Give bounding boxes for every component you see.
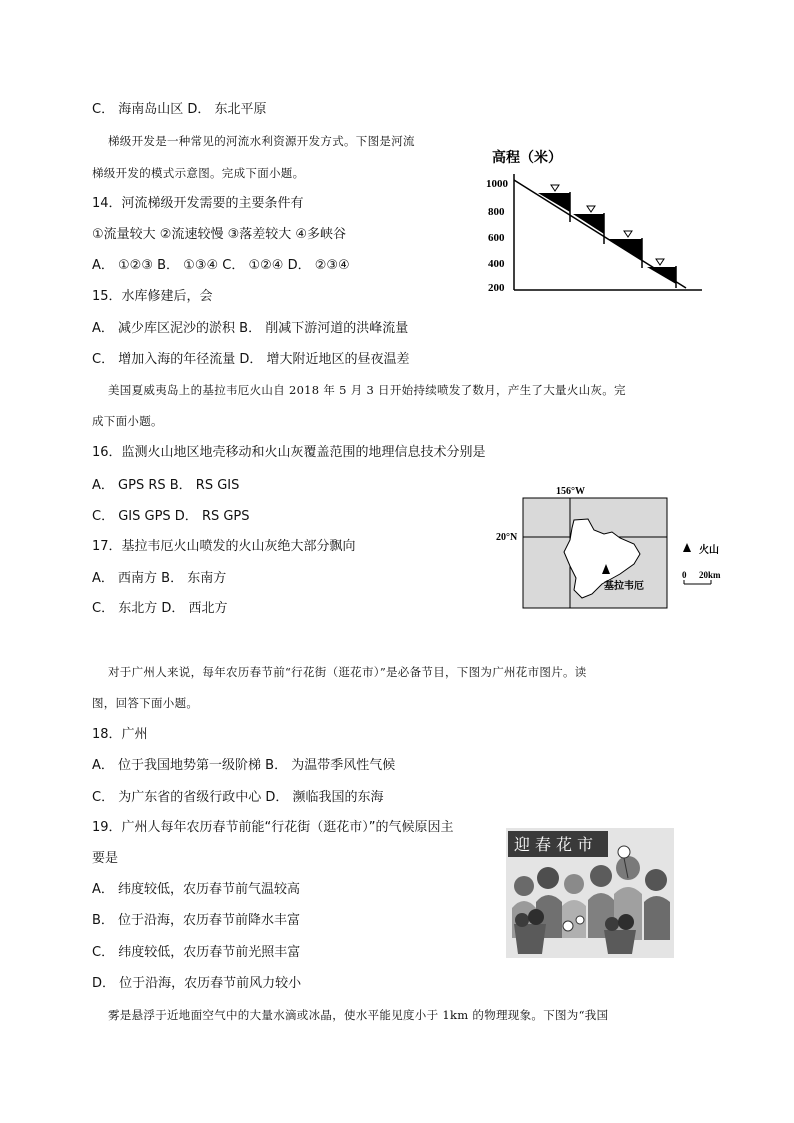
q15-options-ab: A． 减少库区泥沙的淤积 B． 削减下游河道的洪峰流量 [92,321,409,336]
flower-pot [604,930,636,954]
stem-guangzhou-intro-cont: 图，回答下面小题。 [92,696,199,710]
reservoir-1 [538,193,570,212]
person-head [514,876,534,896]
person-head [537,867,559,889]
q17-stem: 17．基拉韦厄火山喷发的火山灰绝大部分飘向 [92,539,356,554]
q19-stem: 19．广州人每年农历春节前能“行花街（逛花市）”的气候原因主 [92,820,454,835]
hawaii-island-map [494,482,734,612]
flower-bush [515,913,529,927]
q18-options-cd: C． 为广东省的省级行政中心 D． 濒临我国的东海 [92,790,384,805]
elevation-axis-title: 高程（米） [492,151,562,166]
water-level-marker-3 [624,231,632,237]
q14-options: A． ①②③ B． ①③④ C． ①②④ D． ②③④ [92,258,350,273]
scale-zero: 0 [682,570,687,580]
stem-guangzhou-intro: 对于广州人来说，每年农历春节前“行花街（逛花市）”是必备节目，下图为广州花市图片。读 [108,665,587,679]
person-head [645,869,667,891]
person-head [590,865,612,887]
stem-cascade-intro: 梯级开发是一种常见的河流水利资源开发方式。下图是河流 [108,134,415,148]
water-level-marker-4 [656,259,664,265]
tick-400: 400 [488,258,505,270]
tick-200: 200 [488,282,505,294]
water-level-marker-1 [551,185,559,191]
q18-options-ab: A． 位于我国地势第一级阶梯 B． 为温带季风性气候 [92,758,396,773]
tick-1000: 1000 [486,178,508,190]
flower-bush [528,909,544,925]
q19-stem-cont: 要是 [92,851,119,866]
reservoir-2 [573,214,604,234]
reservoir-4 [647,267,676,284]
flower-bush [618,914,634,930]
stem-hawaii-intro-cont: 成下面小题。 [92,414,163,428]
q19-option-c: C． 纬度较低，农历春节前光照丰富 [92,945,301,960]
q19-option-a: A． 纬度较低，农历春节前气温较高 [92,882,301,897]
flower-market-illustration [506,828,674,958]
volcano-name-label: 基拉韦厄 [604,581,644,592]
banner-text: 迎春花市 [514,837,599,854]
q16-options-cd: C． GIS GPS D． RS GPS [92,509,250,524]
q19-option-b: B． 位于沿海，农历春节前降水丰富 [92,913,301,928]
stem-cascade-intro-cont: 梯级开发的模式示意图。完成下面小题。 [92,166,305,180]
q17-options-cd: C． 东北方 D． 西北方 [92,601,228,616]
scale-label: 20km [699,570,721,580]
q14-stem: 14．河流梯级开发需要的主要条件有 [92,196,304,211]
q18-stem: 18．广州 [92,727,148,742]
q14-conditions: ①流量较大 ②流速较慢 ③落差较大 ④多峡谷 [92,227,347,242]
person-head [564,874,584,894]
latitude-label: 20°N [496,532,518,543]
tick-600: 600 [488,232,505,244]
flower-pot [514,924,546,954]
cascade-elevation-diagram [484,142,706,298]
water-level-marker-2 [587,206,595,212]
legend-volcano-icon [683,543,691,552]
longitude-label: 156°W [556,486,585,497]
q15-stem: 15．水库修建后，会 [92,289,213,304]
q19-option-d: D． 位于沿海，农历春节前风力较小 [92,976,302,991]
flower-bush [605,917,619,931]
q15-options-cd: C． 增加入海的年径流量 D． 增大附近地区的昼夜温差 [92,352,410,367]
tick-800: 800 [488,206,505,218]
legend-volcano-label: 火山 [699,545,719,556]
stem-hawaii-intro: 美国夏威夷岛上的基拉韦厄火山自 2018 年 5 月 3 日开始持续喷发了数月，产生了大量火山灰。完 [108,383,626,397]
flower [618,846,630,858]
stem-fog-intro: 雾是悬浮于近地面空气中的大量水滴或冰晶，使水平能见度小于 1km 的物理现象。下图为“我国 [108,1008,609,1022]
flower [576,916,584,924]
q16-options-ab: A． GPS RS B． RS GIS [92,478,240,493]
q13-options-cd: C． 海南岛山区 D． 东北平原 [92,102,267,117]
q16-stem: 16．监测火山地区地壳移动和火山灰覆盖范围的地理信息技术分别是 [92,445,486,460]
q17-options-ab: A． 西南方 B． 东南方 [92,571,227,586]
flower [563,921,573,931]
person-body [644,896,670,940]
